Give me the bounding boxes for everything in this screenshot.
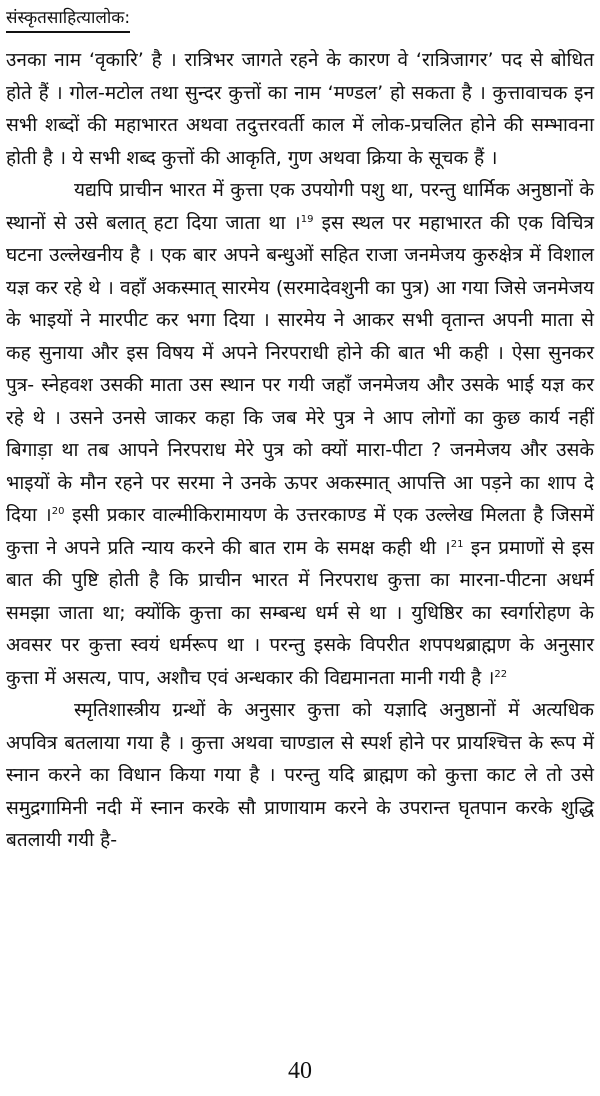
footnote-ref-19: 19 xyxy=(300,213,314,225)
paragraph-1 xyxy=(6,44,594,174)
running-header-title: संस्कृतसाहित्यालोक: xyxy=(6,8,131,28)
paragraph-2-text-part-4: इन प्रमाणों से इस बात की पुष्टि होती है कि प्राचीन भारत में निरपराध कुत्ता का मारना-पीटना अधर्म समझा जाता था; क्योंकि कुत्ता का सम्बन्ध धर्म से था । युधिष्ठिर का स्वर्गारोहण के अवसर पर कुत्ता स्वयं धर्मरूप था । परन्तु इसके विपरीत शपपथब्राह्मण के अनुसार कुत्ता में असत्य, पाप, अशौच एवं अन्धकार की विद्यमानता मानी गयी है । xyxy=(6,536,594,689)
body-text xyxy=(6,44,594,857)
paragraph-2-text-part-1: यद्यपि प्राचीन भारत में कुत्ता एक उपयोगी पशु था, परन्तु धार्मिक अनुष्ठानों के स्थानों से उसे बलात् हटा दिया जाता था । xyxy=(6,179,594,234)
paragraph-3-text: स्मृतिशास्त्रीय ग्रन्थों के अनुसार कुत्ता को यज्ञादि अनुष्ठानों में अत्यधिक अपवित्र बतलाया गया है । कुत्ता अथवा चाण्डाल से स्पर्श होने पर प्रायश्चित्त के रूप में स्नान करने का विधान किया गया है । परन्तु यदि ब्राह्मण को कुत्ता काट ले तो उसे समुद्रगामिनी नदी में स्नान करके सौ प्राणायाम करने के उपरान्त घृतपान करके शुद्धि बतलायी गयी है- xyxy=(6,699,594,851)
paragraph-2 xyxy=(6,174,594,694)
footnote-ref-22: 22 xyxy=(494,668,508,680)
paragraph-2-text-part-2: इस स्थल पर महाभारत की एक विचित्र घटना उल्लेखनीय है । एक बार अपने बन्धुओं सहित राजा जनमेजय कुरुक्षेत्र में विशाल यज्ञ कर रहे थे । वहाँ अकस्मात् सारमेय (सरमादेवशुनी का पुत्र) आ गया जिसे जनमेजय के भाइयों ने मारपीट कर भगा दिया । सारमेय ने आकर सभी वृतान्त अपनी माता से कह सुनाया और इस विषय में अपने निरपराधी होने की बात भी कही । ऐसा सुनकर पुत्र- स्नेहवश उसकी माता उस स्थान पर गयी जहाँ जनमेजय और उसके भाई यज्ञ कर रहे थे । उसने उनसे जाकर कहा कि जब मेरे पुत्र ने आप लोगों का कुछ कार्य नहीं बिगाड़ा था तब आपने निरपराध मेरे पुत्र को क्यों मारा-पीटा ? जनमेजय और उसके भाइयों के मौन रहने पर सरमा ने उनके ऊपर अकस्मात् आपत्ति आ पड़ने का शाप दे दिया । xyxy=(6,211,594,526)
footnote-ref-21: 21 xyxy=(450,538,464,550)
paragraph-1-text: उनका नाम ‘वृकारि’ है । रात्रिभर जागते रहने के कारण वे ‘रात्रिजागर’ पद से बोधित होते हैं । गोल-मटोल तथा सुन्दर कुत्तों का नाम ‘मण्डल’ हो सकता है । कुत्तावाचक इन सभी शब्दों की महाभारत अथवा तदुत्तरवर्ती काल में लोक-प्रचलित होने की सम्भावना होती है । ये सभी शब्द कुत्तों की आकृति, गुण अथवा क्रिया के सूचक हैं । xyxy=(6,49,594,169)
footnote-ref-20: 20 xyxy=(51,506,65,517)
running-header xyxy=(6,6,130,33)
paragraph-3 xyxy=(6,694,594,857)
paragraph-2-text-part-3: इसी प्रकार वाल्मीकिरामायण के उत्तरकाण्ड में एक उल्लेख मिलता है जिसमें कुत्ता ने अपने प्रति न्याय करने की बात राम के समक्ष कही थी । xyxy=(6,504,594,559)
page-number: 40 xyxy=(288,1058,312,1084)
running-header-underline xyxy=(6,31,130,33)
